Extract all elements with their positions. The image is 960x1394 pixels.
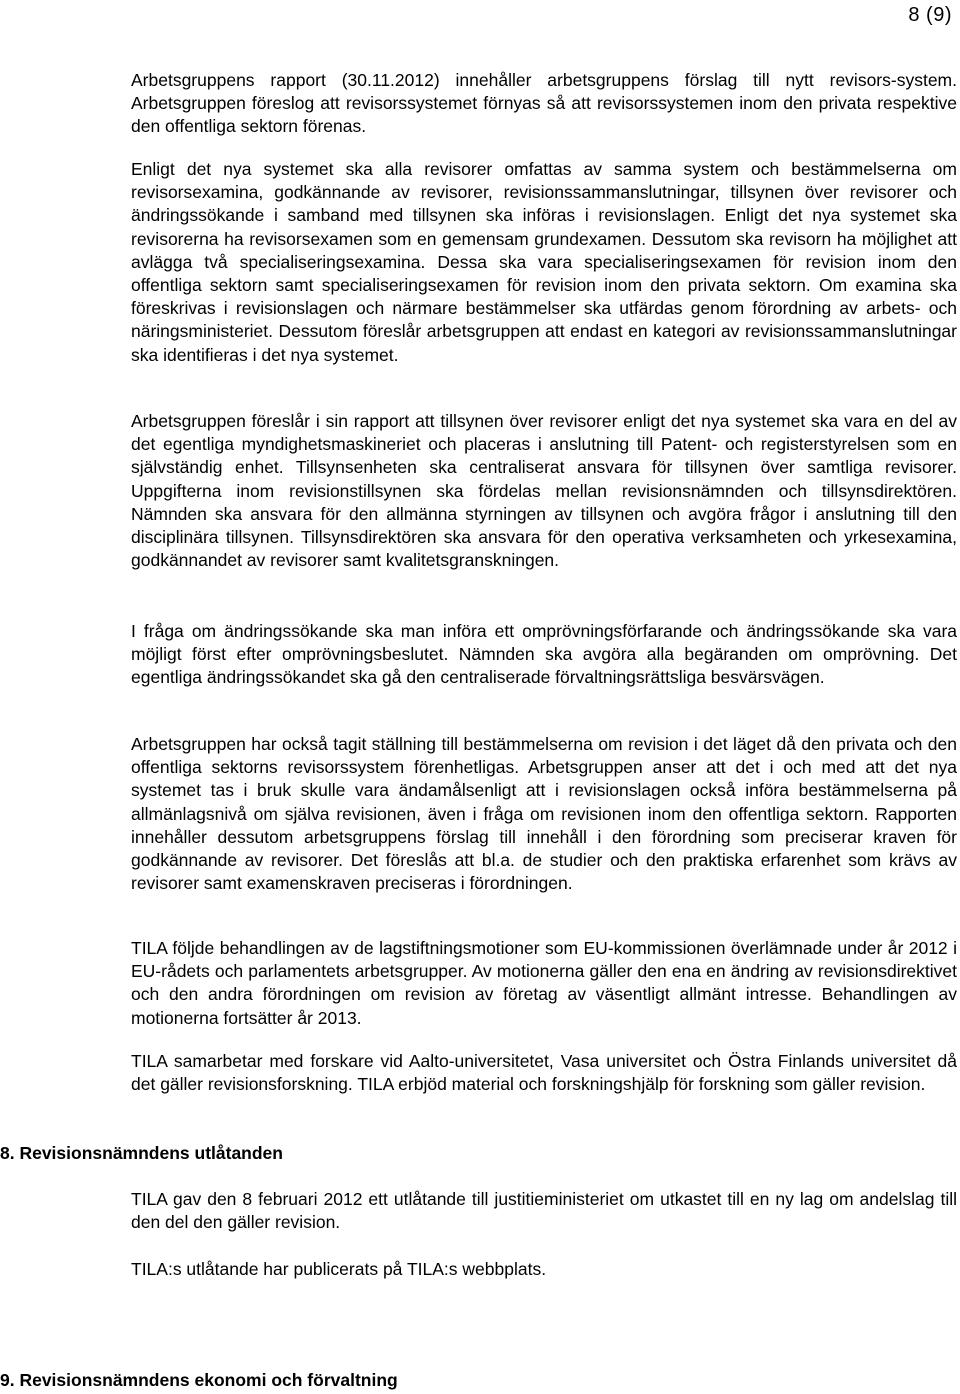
paragraph-andringssokande: I fråga om ändringssökande ska man införa ett omprövningsförfarande och ändringssökande ska vara möjligt först efter omprövningsbeslutet. Nämnden ska avgöra alla begäranden om omprövning. Det egentliga ändringssökandet ska gå den centraliserade förvaltningsrättsliga besvärsvägen. bbox=[131, 621, 957, 688]
paragraph-utlatande-andelslag: TILA gav den 8 februari 2012 ett utlåtande till justitieministeriet om utkastet till en ny lag om andelslag till den del den gäller revision. bbox=[131, 1189, 957, 1233]
paragraph-bestammelserna-om-revision: Arbetsgruppen har också tagit ställning till bestämmelserna om revision i det läget då den privata och den offentliga sektorns revisorssystem förenhetligas. Arbetsgruppen anser att det i och med att det nya systemet tas i bruk skulle vara ändamålsenligt att i revisionslagen också införa bestämmelserna på allmänlagsnivå om själva revisionen, även i fråga om revisionen inom den offentliga sektorn. Rapporten innehåller dessutom arbetsgruppens förslag till innehåll i den förordning som preciserar kraven för godkännande av revisorer. Det föreslås att bl.a. de studier och den praktiska erfarenhet som krävs av revisorer samt examenskraven preciseras i förordningen. bbox=[131, 734, 957, 894]
section-heading-8: 8. Revisionsnämndens utlåtanden bbox=[0, 1143, 283, 1163]
paragraph-tillsynen: Arbetsgruppen föreslår i sin rapport att tillsynen över revisorer enligt det nya systemet ska vara en del av det egentliga myndighetsmaskineriet och placeras i anslutning till Patent- och registerstyrelsen som en självständig enhet. Tillsynsenheten ska centraliserat ansvara för tillsynen över samtliga revisorer. Uppgifterna inom revisionstillsynen ska fördelas mellan revisionsnämnden och tillsynsdirektören. Nämnden ska ansvara för den allmänna styrningen av tillsynen och avgöra frågor i anslutning till den disciplinära tillsynen. Tillsynsdirektören ska ansvara för den operativa verksamheten och yrkesexamina, godkännandet av revisorer samt kvalitetsgranskningen. bbox=[131, 411, 957, 571]
paragraph-lagstiftningsmotioner: TILA följde behandlingen av de lagstiftningsmotioner som EU-kommissionen överlämnade under år 2012 i EU-rådets och parlamentets arbetsgrupper. Av motionerna gäller den ena en ändring av revisionsdirektivet och den andra förordningen om revision av företag av väsentligt allmänt intresse. Behandlingen av motionerna fortsätter år 2013. bbox=[131, 938, 957, 1028]
page-number: 8 (9) bbox=[908, 4, 952, 26]
section-heading-9: 9. Revisionsnämndens ekonomi och förvaltning bbox=[0, 1370, 398, 1390]
paragraph-revisionsforskning: TILA samarbetar med forskare vid Aalto-universitetet, Vasa universitet och Östra Finlands universitet då det gäller revisionsforskning. TILA erbjöd material och forskningshjälp för forskning som gäller revision. bbox=[131, 1051, 957, 1095]
paragraph-nya-systemet: Enligt det nya systemet ska alla revisorer omfattas av samma system och bestämmelserna om revisorsexamina, godkännande av revisorer, revisionssammanslutningar, tillsynen över revisorer och ändringssökande i samband med tillsynen ska införas i revisionslagen. Enligt det nya systemet ska revisorerna ha revisorsexamen som en gemensam grundexamen. Dessutom ska revisorn ha möjlighet att avlägga två specialiseringsexamina. Dessa ska vara specialiseringsexamen för revision inom den offentliga sektorn samt specialiseringsexamen för revision inom den privata sektorn. Om examina ska föreskrivas i revisionslagen och närmare bestämmelser ska utfärdas genom förordning av arbets- och näringsministeriet. Dessutom föreslår arbetsgruppen att endast en kategori av revisionssammanslutningar ska identifieras i det nya systemet. bbox=[131, 159, 957, 365]
paragraph-utlatande-webbplats: TILA:s utlåtande har publicerats på TILA:s webbplats. bbox=[131, 1259, 547, 1279]
paragraph-arbetsgruppens-rapport: Arbetsgruppens rapport (30.11.2012) innehåller arbetsgruppens förslag till nytt revisors-system. Arbetsgruppen föreslog att revisorssystemet förnyas så att revisorssystemen inom den privata respektive den offentliga sektorn förenas. bbox=[131, 70, 957, 137]
